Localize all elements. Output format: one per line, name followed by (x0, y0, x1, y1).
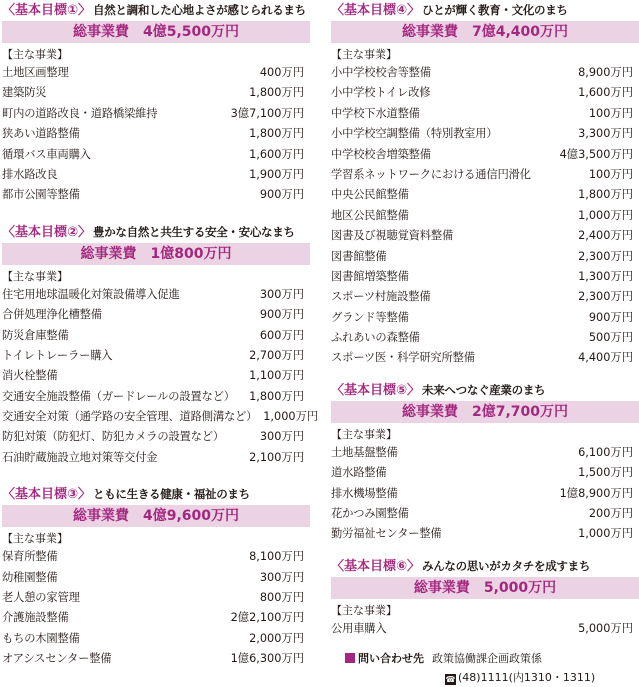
project-amount: 300万円 (259, 287, 304, 301)
project-name: 小中学校トイレ改修 (331, 86, 431, 100)
project-row (331, 619, 639, 639)
project-row (331, 206, 639, 226)
contact-line-1 (345, 649, 639, 668)
project-amount: 900万円 (259, 308, 304, 322)
project-row (2, 366, 310, 386)
project-amount: 900万円 (588, 310, 633, 324)
total-budget-value: 2億7,700万円 (471, 403, 569, 420)
left-column (2, 0, 319, 670)
project-row (2, 285, 310, 305)
goal-section (2, 0, 310, 206)
project-amount: 1,800万円 (249, 86, 304, 100)
phone-icon: ☎ (445, 675, 456, 685)
project-row (2, 83, 310, 103)
goal-title: ともに生きる健康・福祉のまち (93, 487, 250, 502)
project-row (2, 387, 310, 407)
main-projects-label: 【主な事業】 (2, 48, 68, 61)
project-name: 消火栓整備 (2, 369, 58, 383)
project-row (2, 63, 310, 83)
main-projects-label: 【主な事業】 (2, 532, 68, 546)
goal-header (2, 222, 310, 242)
project-row (2, 165, 310, 185)
project-row (331, 63, 639, 83)
total-budget-label: 総事業費 (401, 24, 458, 40)
project-name: 図書館整備 (331, 249, 387, 263)
project-amount: 300万円 (259, 570, 304, 584)
project-row (2, 407, 319, 427)
project-amount: 100万円 (588, 167, 633, 181)
goal-header (331, 556, 639, 576)
project-row (331, 247, 639, 267)
project-row (2, 145, 310, 165)
project-amount: 800万円 (259, 591, 304, 605)
project-name: 防犯対策（防犯灯、防犯カメラの設置など） (2, 430, 224, 444)
section-spacer (2, 468, 310, 484)
project-name: 学習系ネットワークにおける通信円滑化 (331, 167, 531, 181)
project-amount: 500万円 (588, 331, 633, 345)
project-name: 小中学校校舎等整備 (331, 66, 431, 79)
project-name: 道水路整備 (331, 466, 387, 480)
project-row (2, 346, 310, 366)
project-row (331, 124, 639, 144)
project-row (2, 588, 310, 608)
project-amount: 1,000万円 (263, 410, 319, 424)
project-amount: 600万円 (259, 328, 304, 342)
project-amount: 100万円 (588, 106, 633, 120)
project-amount: 2,400万円 (578, 229, 633, 243)
project-name: 花かつみ園整備 (331, 507, 409, 521)
project-amount: 1,300万円 (578, 269, 633, 283)
goal-section (2, 222, 319, 469)
project-amount: 8,900万円 (578, 66, 633, 79)
main-projects-label: 【主な事業】 (2, 269, 68, 283)
project-amount: 1,000万円 (578, 527, 633, 541)
total-budget-value: 1億800万円 (150, 245, 232, 262)
project-row (331, 443, 639, 463)
project-name: 土地区画整理 (2, 66, 69, 79)
project-amount: 3億7,100万円 (230, 106, 304, 120)
goal-tag: 〈基本目標①〉 (2, 3, 92, 18)
goal-section (331, 0, 639, 369)
project-amount: 1,500万円 (578, 466, 633, 480)
project-amount: 2億2,100万円 (230, 611, 304, 625)
project-amount: 5,000万円 (578, 621, 633, 635)
project-row (331, 484, 639, 504)
goal-tag: 〈基本目標⑥〉 (331, 558, 421, 574)
project-name: ふれあいの森整備 (331, 331, 420, 345)
right-column (331, 0, 639, 687)
total-budget-band (331, 21, 639, 43)
contact-block (331, 649, 639, 687)
project-name: 排水機場整備 (331, 486, 398, 500)
project-name: 循環バス車両購入 (2, 147, 91, 161)
project-row (2, 608, 310, 628)
project-name: 町内の道路改良・道路橋梁維持 (2, 106, 158, 120)
project-amount: 4,400万円 (578, 351, 633, 365)
project-name: 図書館増築整備 (331, 269, 409, 283)
main-projects-label: 【主な事業】 (331, 48, 397, 61)
project-row (2, 427, 310, 447)
project-amount: 1,600万円 (578, 86, 633, 100)
project-name: 図書及び視聴覚資料整備 (331, 229, 454, 243)
project-amount: 300万円 (259, 430, 304, 444)
project-row (331, 145, 639, 165)
project-row (331, 328, 639, 348)
project-row (2, 124, 310, 144)
project-amount: 2,000万円 (249, 631, 304, 645)
total-budget-value: 7億4,400万円 (471, 24, 569, 40)
goal-tag: 〈基本目標③〉 (2, 487, 92, 503)
project-amount: 1,800万円 (249, 389, 304, 403)
section-spacer (331, 369, 639, 380)
total-budget-label: 総事業費 (413, 579, 470, 596)
project-row (331, 348, 639, 368)
project-row (2, 448, 310, 468)
square-bullet-icon (345, 653, 355, 663)
project-amount: 8,100万円 (249, 550, 304, 564)
goal-tag: 〈基本目標④〉 (331, 3, 421, 18)
goal-title: ひとが輝く教育・文化のまち (422, 3, 568, 17)
goal-header (331, 0, 639, 20)
project-amount: 1億8,900万円 (559, 486, 633, 500)
project-name: 勤労福祉センター整備 (331, 527, 442, 541)
contact-phone: (48)1111(内1310・1311) (458, 671, 596, 685)
project-name: 建築防災 (2, 86, 47, 100)
project-row (2, 629, 310, 649)
contact-line-2 (345, 668, 639, 687)
project-name: 地区公民館整備 (331, 208, 409, 222)
total-budget-label: 総事業費 (401, 403, 458, 420)
total-budget-band (2, 21, 310, 43)
project-name: オアシスセンター整備 (2, 652, 112, 666)
project-name: 中学校校舎増築整備 (331, 147, 431, 161)
total-budget-band (2, 505, 310, 527)
project-name: 公用車購入 (331, 621, 387, 635)
project-name: 排水路改良 (2, 167, 58, 181)
project-name: 中央公民館整備 (331, 188, 409, 202)
project-name: 交通安全対策（通学路の安全管理、道路側溝など） (2, 410, 258, 424)
project-row (331, 104, 639, 124)
goal-header (331, 380, 639, 400)
project-amount: 3,300万円 (578, 127, 633, 141)
project-name: 狭あい道路整備 (2, 127, 80, 141)
total-budget-band (331, 401, 639, 423)
project-row (2, 185, 310, 205)
project-amount: 400万円 (259, 66, 304, 79)
total-budget-value: 4億9,600万円 (142, 508, 240, 525)
project-name: スポーツ村施設整備 (331, 290, 431, 304)
project-amount: 900万円 (259, 188, 304, 202)
total-budget-label: 総事業費 (72, 24, 129, 40)
project-name: 幼稚園整備 (2, 570, 58, 584)
project-row (2, 305, 310, 325)
contact-label: 問い合わせ先 (358, 652, 424, 666)
project-row (331, 308, 639, 328)
total-budget-band (2, 243, 310, 265)
project-amount: 1億6,300万円 (230, 652, 304, 666)
project-name: もちの木園整備 (2, 631, 80, 645)
project-name: 介護施設整備 (2, 611, 69, 625)
project-name: 土地基盤整備 (331, 445, 398, 459)
project-row (331, 287, 639, 307)
project-amount: 2,300万円 (578, 249, 633, 263)
project-row (331, 185, 639, 205)
project-name: 小中学校空調整備（特別教室用） (331, 127, 498, 141)
goal-section (331, 556, 639, 639)
goal-tag: 〈基本目標⑤〉 (331, 382, 421, 398)
project-name: トイレトレーラー購入 (2, 348, 113, 362)
project-name: 交通安全施設整備（ガードレールの設置など） (2, 389, 235, 403)
project-name: 合併処理浄化槽整備 (2, 308, 102, 322)
project-name: 都市公園等整備 (2, 188, 80, 202)
project-row (2, 326, 310, 346)
project-amount: 1,800万円 (249, 127, 304, 141)
total-budget-value: 4億5,500万円 (142, 24, 240, 40)
project-row (331, 504, 639, 524)
project-amount: 1,600万円 (249, 147, 304, 161)
goal-title: みんなの思いがカタチを成すまち (422, 558, 591, 573)
project-name: 防災倉庫整備 (2, 328, 69, 342)
project-name: 保育所整備 (2, 550, 58, 564)
project-amount: 2,100万円 (249, 450, 304, 464)
project-row (331, 165, 639, 185)
project-name: 中学校下水道整備 (331, 106, 420, 120)
goal-section (331, 380, 639, 545)
goal-header (2, 484, 310, 504)
total-budget-band (331, 577, 639, 599)
project-row (331, 226, 639, 246)
project-amount: 2,300万円 (578, 290, 633, 304)
project-amount: 1,100万円 (249, 369, 304, 383)
total-budget-label: 総事業費 (80, 245, 137, 262)
project-amount: 1,800万円 (578, 188, 633, 202)
project-amount: 1,000万円 (578, 208, 633, 222)
main-projects-label: 【主な事業】 (331, 427, 397, 441)
main-projects-label: 【主な事業】 (331, 603, 397, 617)
project-name: 石油貯蔵施設立地対策等交付金 (2, 450, 158, 464)
goal-section (2, 484, 310, 669)
project-row (2, 649, 310, 669)
project-amount: 4億3,500万円 (559, 147, 633, 161)
project-name: 老人憩の家管理 (2, 591, 80, 605)
project-row (2, 568, 310, 588)
project-row (331, 463, 639, 483)
goal-title: 未来へつなぐ産業のまち (422, 382, 546, 397)
section-spacer (2, 206, 310, 222)
project-name: 住宅用地球温暖化対策設備導入促進 (2, 287, 180, 301)
goal-title: 豊かな自然と共生する安全・安心なまち (93, 224, 295, 239)
project-amount: 2,700万円 (249, 348, 304, 362)
total-budget-value: 5,000万円 (483, 579, 557, 596)
goal-header (2, 0, 310, 20)
goal-tag: 〈基本目標②〉 (2, 224, 92, 240)
project-amount: 1,900万円 (249, 167, 304, 181)
project-name: スポーツ医・科学研究所整備 (331, 351, 475, 365)
project-row (331, 524, 639, 544)
project-name: グランド等整備 (331, 310, 409, 324)
right-sections (331, 0, 639, 639)
goal-title: 自然と調和した心地よさが感じられるまち (93, 3, 306, 17)
contact-department: 政策協働課企画政策係 (432, 652, 542, 666)
project-row (331, 267, 639, 287)
project-amount: 200万円 (588, 507, 633, 521)
section-spacer (331, 545, 639, 556)
project-row (331, 83, 639, 103)
project-row (2, 104, 310, 124)
total-budget-label: 総事業費 (72, 508, 129, 525)
project-row (2, 547, 310, 567)
project-amount: 6,100万円 (578, 445, 633, 459)
